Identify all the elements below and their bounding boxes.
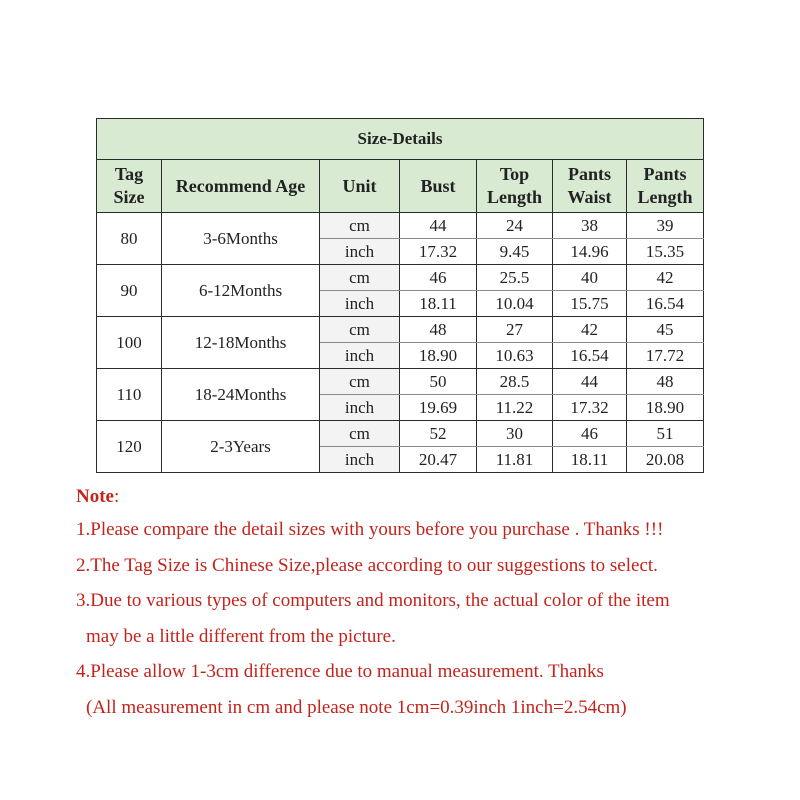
tag-size-cell: 120 (97, 421, 162, 473)
note-line: 1.Please compare the detail sizes with yours before you purchase . Thanks !!! (76, 519, 664, 540)
pants-waist-cell: 40 (553, 265, 627, 291)
header-top-length (477, 160, 553, 213)
table-title-row (97, 119, 704, 160)
top-length-cell: 11.22 (477, 395, 553, 421)
top-length-cell: 30 (477, 421, 553, 447)
top-length-cell: 27 (477, 317, 553, 343)
bust-cell: 50 (400, 369, 477, 395)
table-row (97, 265, 704, 291)
header-pants-length-line-1: Pants (643, 164, 687, 184)
header-bust (400, 160, 477, 213)
pants-length-cell: 18.90 (627, 395, 704, 421)
table-row (97, 317, 704, 343)
header-top-length-line-2: Length (486, 187, 542, 207)
pants-waist-cell: 15.75 (553, 291, 627, 317)
top-length-cell: 10.63 (477, 343, 553, 369)
tag-size-cell: 80 (97, 213, 162, 265)
header-unit-label: Unit (342, 175, 377, 196)
table-header-row (97, 160, 704, 213)
unit-cell: inch (320, 291, 400, 317)
note-line: 3.Due to various types of computers and monitors, the actual color of the item (76, 590, 670, 611)
pants-waist-cell: 14.96 (553, 239, 627, 265)
header-unit (320, 160, 400, 213)
recommend-age-cell: 3-6Months (162, 213, 320, 265)
table-row (97, 421, 704, 447)
header-pants-length-line-2: Length (637, 187, 693, 207)
pants-length-cell: 48 (627, 369, 704, 395)
pants-length-cell: 16.54 (627, 291, 704, 317)
header-pants-waist-line-1: Pants (567, 164, 611, 184)
unit-cell: inch (320, 395, 400, 421)
pants-waist-cell: 46 (553, 421, 627, 447)
unit-cell: inch (320, 239, 400, 265)
header-bust-label: Bust (420, 175, 456, 196)
bust-cell: 19.69 (400, 395, 477, 421)
pants-waist-cell: 44 (553, 369, 627, 395)
top-length-cell: 24 (477, 213, 553, 239)
header-pants-waist (553, 160, 627, 213)
unit-cell: inch (320, 447, 400, 473)
unit-cell: cm (320, 265, 400, 291)
note-heading-row (76, 482, 776, 512)
table-row (97, 213, 704, 239)
top-length-cell: 11.81 (477, 447, 553, 473)
note-line: may be a little different from the picture. (86, 625, 396, 647)
recommend-age-cell: 6-12Months (162, 265, 320, 317)
table-title: Size-Details (97, 119, 704, 160)
bust-cell: 46 (400, 265, 477, 291)
header-tag-size (97, 160, 162, 213)
pants-length-cell: 15.35 (627, 239, 704, 265)
unit-cell: cm (320, 369, 400, 395)
note-line: (All measurement in cm and please note 1cm=0.39inch 1inch=2.54cm) (86, 696, 627, 718)
recommend-age-cell: 18-24Months (162, 369, 320, 421)
top-length-cell: 28.5 (477, 369, 553, 395)
note-line: 4.Please allow 1-3cm difference due to manual measurement. Thanks (76, 661, 604, 682)
pants-length-cell: 51 (627, 421, 704, 447)
tag-size-cell: 90 (97, 265, 162, 317)
header-tag-size-line-2: Size (113, 187, 145, 207)
note-heading-colon: : (113, 486, 120, 507)
header-pants-waist-line-2: Waist (567, 187, 612, 207)
bust-cell: 52 (400, 421, 477, 447)
tag-size-cell: 100 (97, 317, 162, 369)
header-top-length-line-1: Top (499, 164, 530, 184)
recommend-age-cell: 2-3Years (162, 421, 320, 473)
bust-cell: 17.32 (400, 239, 477, 265)
unit-cell: cm (320, 213, 400, 239)
note-heading: Note (76, 486, 114, 507)
bust-cell: 48 (400, 317, 477, 343)
pants-waist-cell: 18.11 (553, 447, 627, 473)
bust-cell: 18.90 (400, 343, 477, 369)
pants-length-cell: 45 (627, 317, 704, 343)
tag-size-cell: 110 (97, 369, 162, 421)
note-line: 2.The Tag Size is Chinese Size,please according to our suggestions to select. (76, 554, 658, 576)
note-lines (76, 512, 776, 725)
header-recommend-age-label: Recommend Age (175, 175, 306, 196)
header-recommend-age (162, 160, 320, 213)
bust-cell: 44 (400, 213, 477, 239)
pants-length-cell: 42 (627, 265, 704, 291)
pants-waist-cell: 42 (553, 317, 627, 343)
top-length-cell: 10.04 (477, 291, 553, 317)
bust-cell: 18.11 (400, 291, 477, 317)
notes-section (76, 482, 776, 725)
pants-length-cell: 39 (627, 213, 704, 239)
size-details-table (96, 118, 704, 473)
pants-length-cell: 17.72 (627, 343, 704, 369)
unit-cell: cm (320, 421, 400, 447)
table-row (97, 369, 704, 395)
unit-cell: cm (320, 317, 400, 343)
pants-waist-cell: 16.54 (553, 343, 627, 369)
pants-waist-cell: 38 (553, 213, 627, 239)
pants-length-cell: 20.08 (627, 447, 704, 473)
header-pants-length (627, 160, 704, 213)
unit-cell: inch (320, 343, 400, 369)
recommend-age-cell: 12-18Months (162, 317, 320, 369)
top-length-cell: 25.5 (477, 265, 553, 291)
header-tag-size-line-1: Tag (114, 164, 144, 184)
top-length-cell: 9.45 (477, 239, 553, 265)
bust-cell: 20.47 (400, 447, 477, 473)
pants-waist-cell: 17.32 (553, 395, 627, 421)
